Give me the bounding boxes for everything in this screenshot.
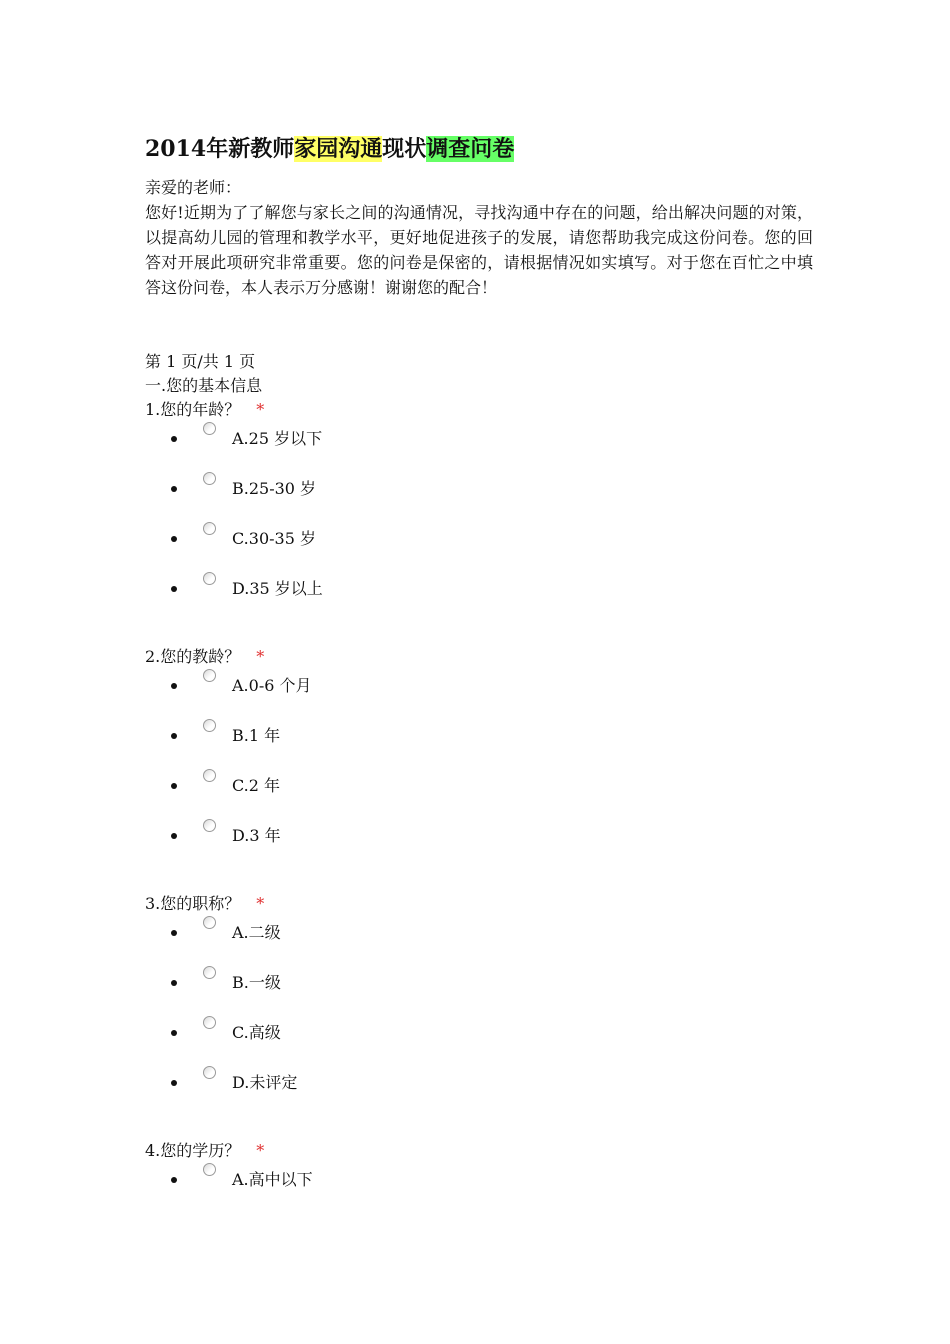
option-item xyxy=(145,719,815,769)
question-text: 2.您的教龄？ xyxy=(145,647,241,666)
page-title xyxy=(145,133,514,165)
option-label: C.高级 xyxy=(232,1023,281,1042)
option-item xyxy=(145,1016,815,1066)
radio-button[interactable] xyxy=(203,669,216,682)
option-list xyxy=(145,422,815,622)
option-label: B.一级 xyxy=(232,973,281,992)
option-label: A.高中以下 xyxy=(232,1170,313,1189)
option-item xyxy=(145,916,815,966)
option-label: B.1 年 xyxy=(232,726,281,745)
bullet-icon xyxy=(171,980,177,986)
option-label: C.2 年 xyxy=(232,776,281,795)
required-asterisk: * xyxy=(256,400,265,419)
question-label xyxy=(145,892,815,916)
bullet-icon xyxy=(171,930,177,936)
question-label xyxy=(145,398,815,422)
option-item xyxy=(145,572,815,622)
radio-button[interactable] xyxy=(203,1163,216,1176)
question-label xyxy=(145,1139,815,1163)
radio-button[interactable] xyxy=(203,472,216,485)
radio-button[interactable] xyxy=(203,769,216,782)
radio-button[interactable] xyxy=(203,819,216,832)
option-list xyxy=(145,669,815,869)
option-item xyxy=(145,769,815,819)
option-label: A.二级 xyxy=(232,923,281,942)
title-highlight-green: 调查问卷 xyxy=(426,136,515,162)
option-item xyxy=(145,669,815,719)
required-asterisk: * xyxy=(256,894,265,913)
option-item xyxy=(145,422,815,472)
option-item xyxy=(145,522,815,572)
radio-button[interactable] xyxy=(203,1066,216,1079)
radio-button[interactable] xyxy=(203,522,216,535)
bullet-icon xyxy=(171,683,177,689)
bullet-icon xyxy=(171,1177,177,1183)
radio-button[interactable] xyxy=(203,966,216,979)
question-text: 4.您的学历？ xyxy=(145,1141,241,1160)
option-label: D.35 岁以上 xyxy=(232,579,323,598)
section-title: 一.您的基本信息 xyxy=(145,376,263,395)
option-label: D.未评定 xyxy=(232,1073,298,1092)
required-asterisk: * xyxy=(256,1141,265,1160)
title-highlight-yellow: 家园沟通 xyxy=(294,136,383,162)
option-item xyxy=(145,472,815,522)
option-label: C.30-35 岁 xyxy=(232,529,316,548)
question-label xyxy=(145,645,815,669)
option-label: D.3 年 xyxy=(232,826,281,845)
bullet-icon xyxy=(171,1030,177,1036)
radio-button[interactable] xyxy=(203,719,216,732)
bullet-icon xyxy=(171,733,177,739)
question-text: 1.您的年龄？ xyxy=(145,400,241,419)
bullet-icon xyxy=(171,833,177,839)
option-item xyxy=(145,1066,815,1116)
radio-button[interactable] xyxy=(203,422,216,435)
bullet-icon xyxy=(171,486,177,492)
bullet-icon xyxy=(171,436,177,442)
option-list xyxy=(145,1163,815,1213)
bullet-icon xyxy=(171,1080,177,1086)
option-item xyxy=(145,819,815,869)
option-list xyxy=(145,916,815,1116)
option-label: A.0-6 个月 xyxy=(232,676,312,695)
option-label: A.25 岁以下 xyxy=(232,429,323,448)
bullet-icon xyxy=(171,783,177,789)
question-2 xyxy=(145,645,815,869)
radio-button[interactable] xyxy=(203,1016,216,1029)
radio-button[interactable] xyxy=(203,916,216,929)
title-part-3: 现状 xyxy=(382,136,427,162)
option-label: B.25-30 岁 xyxy=(232,479,317,498)
greeting: 亲爱的老师： xyxy=(145,178,242,197)
bullet-icon xyxy=(171,536,177,542)
question-1 xyxy=(145,398,815,622)
intro-paragraph: 您好!近期为了了解您与家长之间的沟通情况，寻找沟通中存在的问题，给出解决问题的对策，以提高幼儿园的管理和教学水平，更好地促进孩子的发展，请您帮助我完成这份问卷。您的回答对开展此项研究非常重要。您的问卷是保密的，请根据情况如实填写。对于您在百忙之中填答这份问卷，本人表示万分感谢！谢谢您的配合！ xyxy=(145,203,813,297)
title-part-1: 2014年新教师 xyxy=(145,136,295,162)
question-4 xyxy=(145,1139,815,1213)
bullet-icon xyxy=(171,586,177,592)
pagination-text: 第 1 页/共 1 页 xyxy=(145,352,256,371)
required-asterisk: * xyxy=(256,647,265,666)
option-item xyxy=(145,966,815,1016)
radio-button[interactable] xyxy=(203,572,216,585)
question-text: 3.您的职称？ xyxy=(145,894,241,913)
question-3 xyxy=(145,892,815,1116)
option-item xyxy=(145,1163,815,1213)
